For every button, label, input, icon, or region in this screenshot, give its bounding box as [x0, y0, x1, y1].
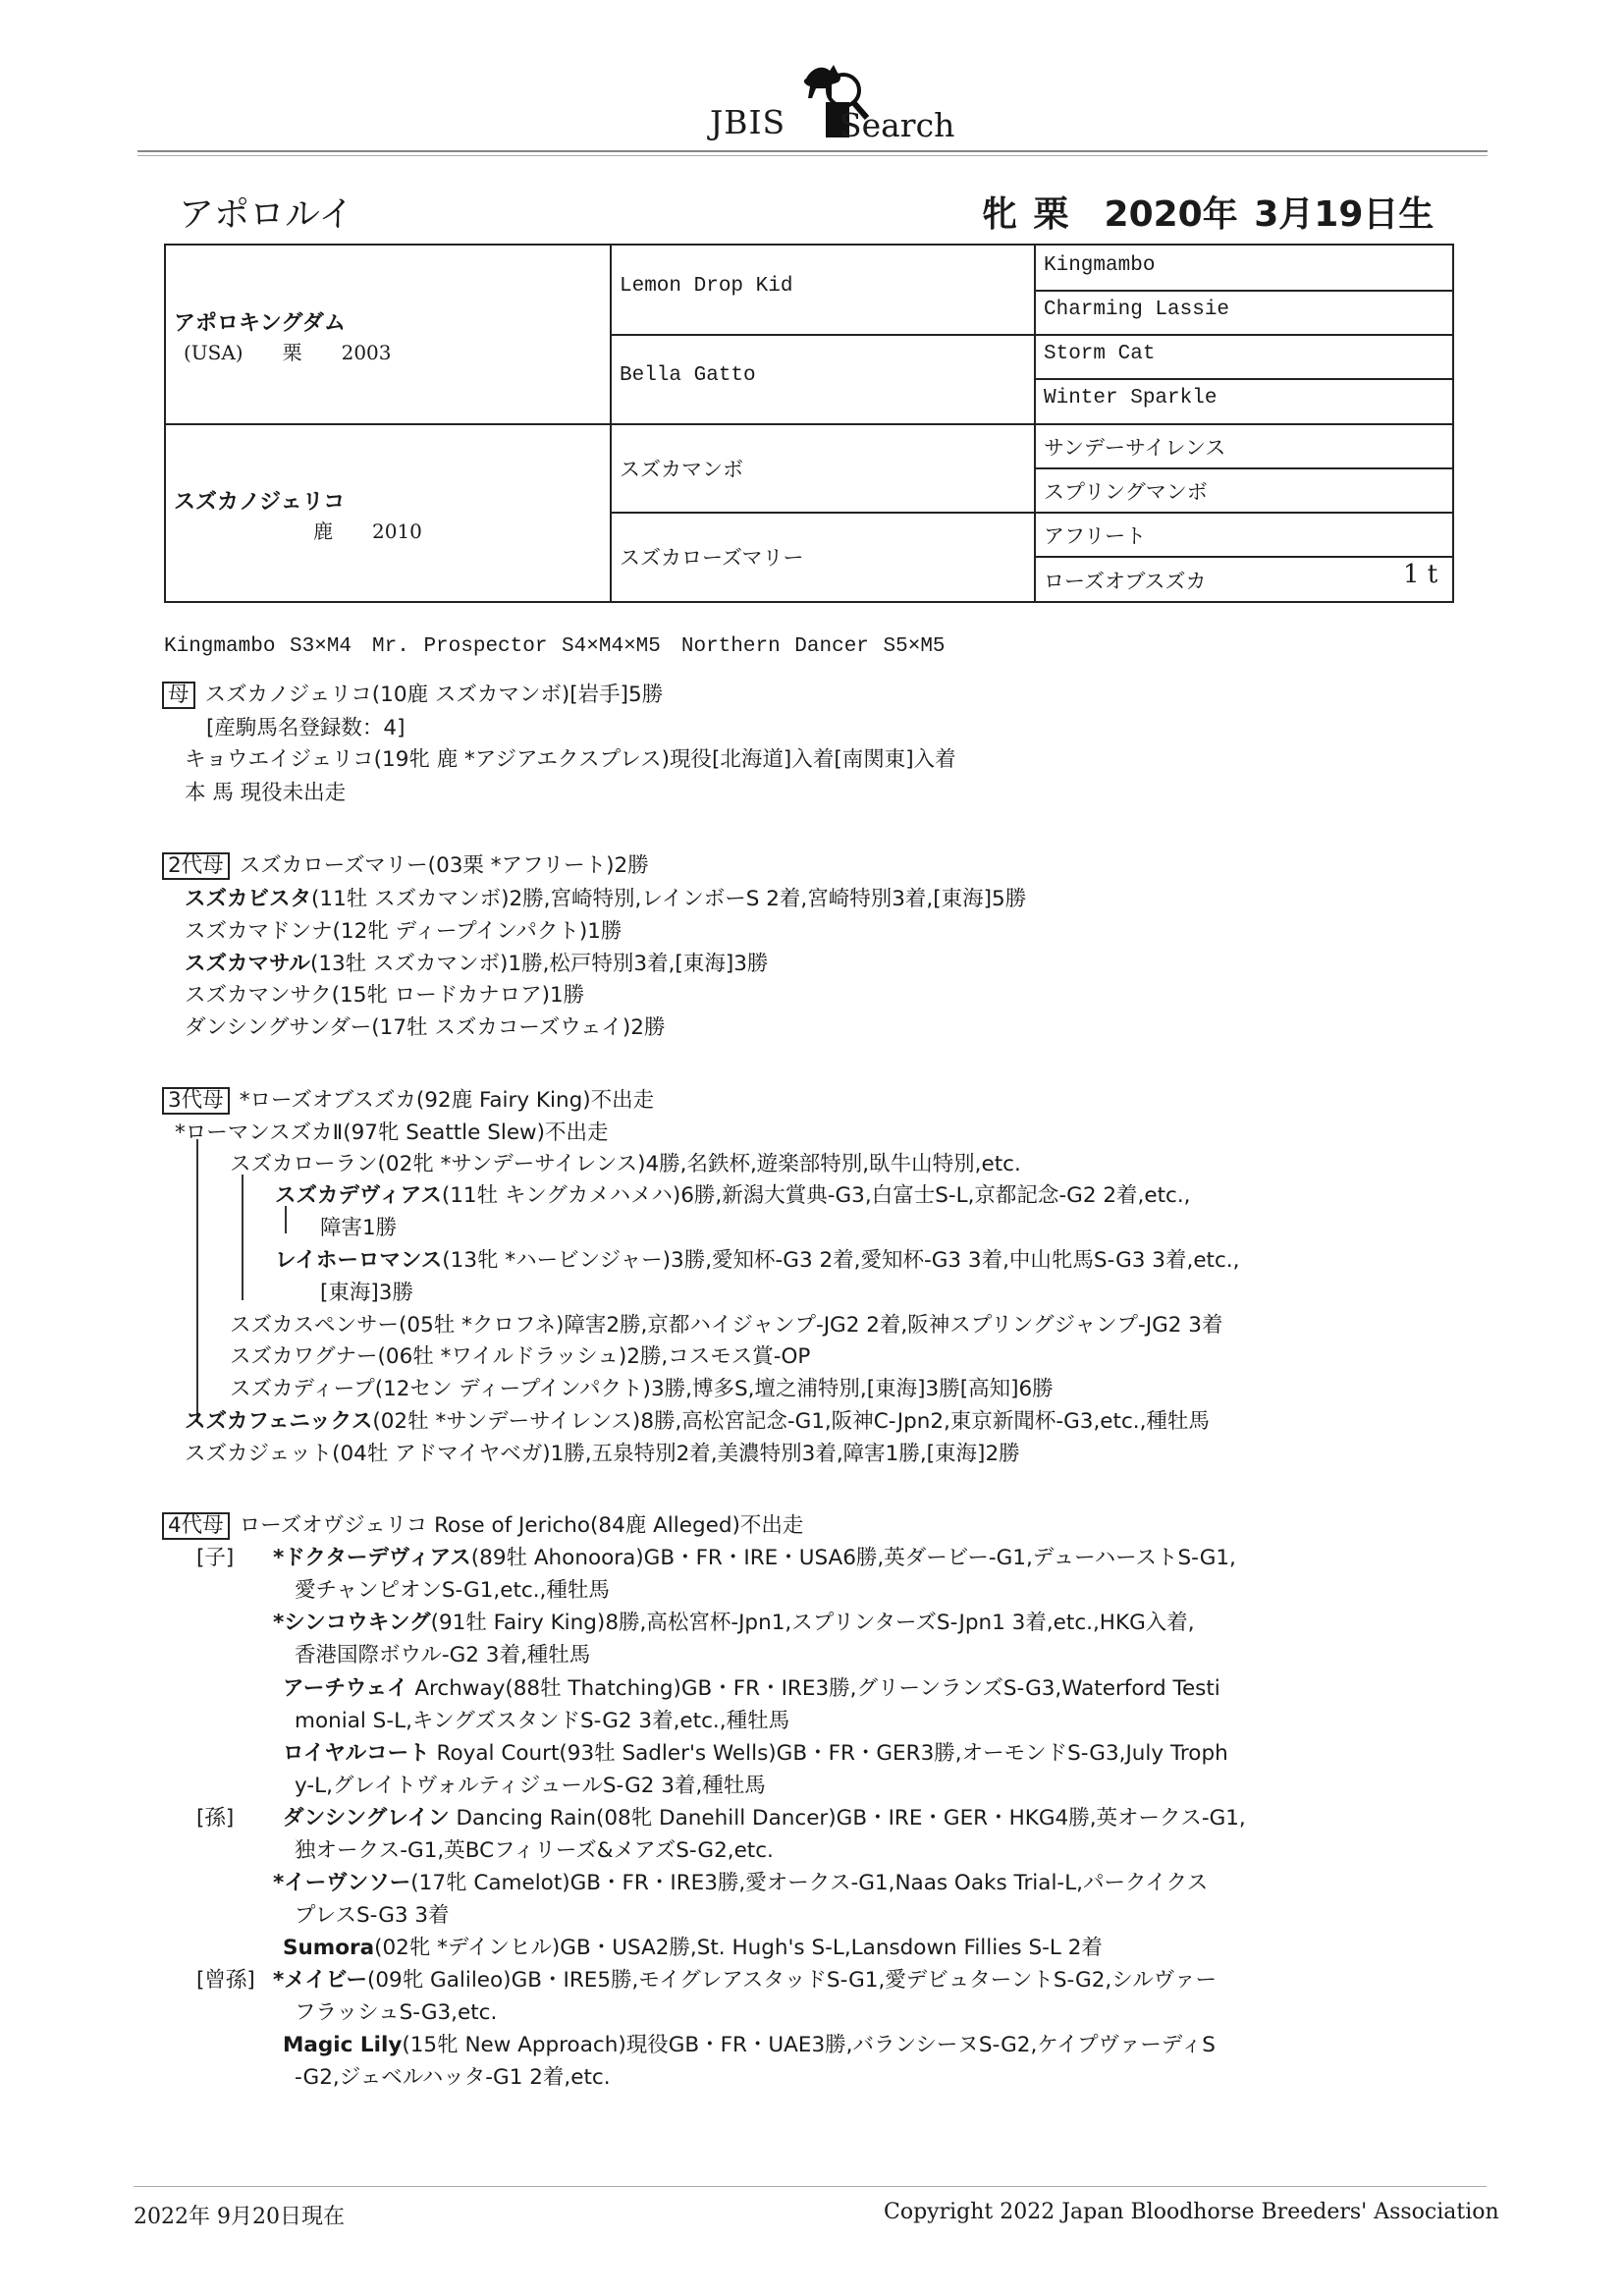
dam-info: 鹿 2010	[313, 519, 422, 543]
sire-cell	[174, 306, 392, 365]
dam-summary: スズカノジェリコ(10鹿 スズカマンボ)[岩手]5勝	[204, 683, 664, 707]
dam-dam-sire: アフリート	[1044, 524, 1147, 548]
dam-produce-count: [産駒馬名登録数：4]	[206, 716, 406, 740]
g2-produce-3: スズカマサル(13牡 スズカマンボ)1勝,松戸特別3着,[東海]3勝	[185, 952, 769, 976]
g4-grand-2-cont: プレスS-G3 3着	[295, 1903, 450, 1928]
sire-dam: Bella Gatto	[620, 364, 756, 387]
g4-child-1: *ドクターデヴィアス(89牡 Ahonoora)GB・FR・IRE・USA6勝,英ダービー-G1,デューハーストS-G1,	[273, 1546, 1236, 1570]
dam-dam: スズカローズマリー	[620, 546, 804, 570]
pedigree-table	[164, 244, 1454, 603]
g2-summary: スズカローズマリー(03栗 *アフリート)2勝	[239, 853, 649, 878]
dam-cell	[174, 485, 422, 544]
horse-info: 牝 栗 2020年 3月19日生	[982, 194, 1435, 235]
g3-summary: *ローズオブスズカ(92鹿 Fairy King)不出走	[239, 1088, 655, 1113]
footer-copyright: Copyright 2022 Japan Bloodhorse Breeders' Association	[884, 2200, 1499, 2224]
g2-produce-1: スズカビスタ(11牡 スズカマンボ)2勝,宮崎特別,レインボーS 2着,宮崎特別3着,[東海]5勝	[185, 887, 1027, 911]
tag-child: [子]	[196, 1546, 235, 1570]
tree-bar	[196, 1139, 198, 1422]
logo-jbis-text: JBIS	[710, 103, 786, 141]
g3-section-row	[162, 1083, 654, 1115]
g4-great-2: Magic Lily(15牝 New Approach)現役GB・FR・UAE3勝,バランシーヌS-G2,ケイプヴァーディS	[283, 2033, 1216, 2057]
sire-sire: Lemon Drop Kid	[620, 275, 793, 298]
sire-dam-sire: Storm Cat	[1044, 343, 1156, 365]
g4-summary: ローズオヴジェリコ Rose of Jericho(84鹿 Alleged)不出走	[239, 1513, 804, 1538]
g3-line-9: スズカワグナー(06牡 *ワイルドラッシュ)2勝,コスモス賞-OP	[230, 1344, 811, 1369]
dam-sire-sire: サンデーサイレンス	[1044, 436, 1226, 460]
g3-line-8: スズカスペンサー(05牡 *クロフネ)障害2勝,京都ハイジャンプ-JG2 2着,阪神スプリングジャンプ-JG2 3着	[230, 1313, 1223, 1338]
g2-section-row	[162, 848, 649, 880]
tree-bar	[242, 1175, 244, 1300]
dam-name: スズカノジェリコ	[174, 490, 346, 515]
dam-produce-1: キョウエイジェリコ(19牝 鹿 *アジアエクスプレス)現役[北海道]入着[南関東]入着	[185, 747, 956, 772]
g3-line-5: 障害1勝	[320, 1216, 398, 1240]
inbreeding-note: Kingmambo S3×M4 Mr. Prospector S4×M4×M5 Northern Dancer S5×M5	[164, 635, 946, 658]
g4-child-3-cont: monial S-L,キングズスタンドS-G2 3着,etc.,種牡馬	[295, 1709, 790, 1733]
g2-produce-4: スズカマンサク(15牝 ロードカナロア)1勝	[185, 983, 585, 1008]
g4-great-1: *メイビー(09牝 Galileo)GB・IRE5勝,モイグレアスタッドS-G1,愛デビュターントS-G2,シルヴァー	[273, 1968, 1217, 1993]
header-rule	[137, 150, 1488, 152]
section-label: 4代母	[162, 1512, 230, 1540]
family-number: 1 t	[1403, 560, 1438, 589]
g4-grand-1-cont: 独オークス-G1,英BCフィリーズ&メアズS-G2,etc.	[295, 1838, 774, 1863]
g2-produce-2: スズカマドンナ(12牝 ディープインパクト)1勝	[185, 919, 623, 944]
g2-produce-5: ダンシングサンダー(17牡 スズカコーズウェイ)2勝	[185, 1015, 666, 1040]
divider	[1034, 378, 1452, 380]
header-rule-thin	[137, 155, 1488, 156]
footer-date: 2022年 9月20日現在	[134, 2205, 345, 2229]
g3-line-12: スズカジェット(04牡 アドマイヤベガ)1勝,五泉特別2着,美濃特別3着,障害1勝,[東海]2勝	[185, 1442, 1020, 1466]
g4-child-3: アーチウェイ Archway(88牡 Thatching)GB・FR・IRE3勝,グリーンランズS-G3,Waterford Testi	[283, 1676, 1220, 1701]
g4-section-row	[162, 1508, 803, 1540]
g4-child-1-cont: 愛チャンピオンS-G1,etc.,種牡馬	[295, 1578, 610, 1603]
g4-child-2-cont: 香港国際ボウル-G2 3着,種牡馬	[295, 1643, 591, 1667]
sire-sire-sire: Kingmambo	[1044, 254, 1156, 277]
g3-line-4: スズカデヴィアス(11牡 キングカメハメハ)6勝,新潟大賞典-G3,白富士S-L,京都記念-G2 2着,etc.,	[275, 1183, 1191, 1208]
section-label: 2代母	[162, 852, 230, 880]
g4-grand-1: ダンシングレイン Dancing Rain(08牝 Danehill Dancer)GB・IRE・GER・HKG4勝,英オークス-G1,	[283, 1806, 1246, 1831]
section-label: 3代母	[162, 1087, 230, 1115]
tree-bar	[285, 1206, 287, 1233]
dam-section-row	[162, 678, 663, 709]
divider	[166, 423, 1452, 425]
divider	[610, 512, 1452, 514]
g4-child-2: *シンコウキング(91牡 Fairy King)8勝,高松宮杯-Jpn1,スプリンターズS-Jpn1 3着,etc.,HKG入着,	[273, 1611, 1195, 1635]
divider	[610, 334, 1452, 336]
dam-dam-dam: ローズオブスズカ	[1044, 570, 1207, 593]
g3-line-3: スズカローラン(02牝 *サンデーサイレンス)4勝,名鉄杯,遊楽部特別,臥牛山特別,etc.	[230, 1152, 1021, 1176]
section-label: 母	[162, 682, 195, 709]
g4-child-4: ロイヤルコート Royal Court(93牡 Sadler's Wells)GB・FR・GER3勝,オーモンドS-G3,July Troph	[283, 1741, 1228, 1766]
g3-line-6: レイホーロマンス(13牝 *ハービンジャー)3勝,愛知杯-G3 2着,愛知杯-G3 3着,中山牝馬S-G3 3着,etc.,	[275, 1248, 1240, 1273]
g3-line-10: スズカディープ(12セン ディープインパクト)3勝,博多S,壇之浦特別,[東海]3勝[高知]6勝	[230, 1377, 1054, 1401]
divider	[1034, 556, 1452, 558]
logo-search-text: Search	[839, 106, 955, 144]
dam-sire-dam: スプリングマンボ	[1044, 480, 1208, 504]
tag-great-grandchild: [曾孫]	[196, 1968, 255, 1993]
g4-great-1-cont: フラッシュS-G3,etc.	[295, 2000, 498, 2025]
dam-produce-2: 本 馬 現役未出走	[185, 781, 347, 805]
dam-sire: スズカマンボ	[620, 458, 743, 481]
g3-line-11: スズカフェニックス(02牡 *サンデーサイレンス)8勝,高松宮記念-G1,阪神C-Jpn2,東京新聞杯-G3,etc.,種牡馬	[185, 1409, 1210, 1434]
footer-rule	[134, 2186, 1487, 2187]
tag-grandchild: [孫]	[196, 1806, 235, 1831]
g4-grand-2: *イーヴンソー(17牝 Camelot)GB・FR・IRE3勝,愛オークス-G1,Naas Oaks Trial-L,パークイクス	[273, 1871, 1209, 1895]
g4-child-4-cont: y-L,グレイトヴォルティジュールS-G2 3着,種牡馬	[295, 1774, 766, 1798]
divider	[1034, 290, 1452, 292]
sire-sire-dam: Charming Lassie	[1044, 299, 1230, 321]
divider	[1034, 467, 1452, 469]
sire-name: アポロキングダム	[174, 311, 346, 336]
jbis-search-logo[interactable]	[702, 59, 957, 147]
g3-line-7: [東海]3勝	[320, 1281, 413, 1305]
sire-dam-dam: Winter Sparkle	[1044, 387, 1218, 410]
g4-great-2-cont: -G2,ジェベルハッタ-G1 2着,etc.	[295, 2065, 611, 2090]
horse-name: アポロルイ	[179, 194, 354, 235]
sire-info: (USA) 栗 2003	[184, 341, 392, 364]
g4-grand-3: Sumora(02牝 *デインヒル)GB・USA2勝,St. Hugh's S-L,Lansdown Fillies S-L 2着	[283, 1936, 1103, 1960]
g3-line-2: *ローマンスズカⅡ(97牝 Seattle Slew)不出走	[175, 1121, 609, 1145]
